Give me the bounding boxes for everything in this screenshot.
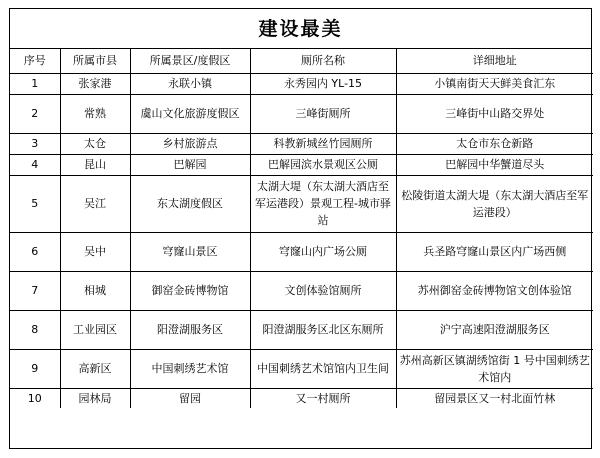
table-cell: 苏州御窑金砖博物馆文创体验馆 — [396, 271, 593, 310]
table-cell: 阳澄湖服务区 — [130, 310, 250, 349]
table-cell: 沪宁高速阳澄湖服务区 — [396, 310, 593, 349]
table-cell: 太湖大堤（东太湖大酒店至军运港段）景观工程-城市驿站 — [250, 175, 396, 232]
table-cell: 永联小镇 — [130, 73, 250, 94]
table-cell: 昆山 — [60, 154, 130, 175]
table-cell: 科教新城丝竹园厕所 — [250, 133, 396, 154]
table-row — [10, 73, 593, 94]
table-header-row — [10, 49, 593, 73]
table-row — [10, 133, 593, 154]
table-cell: 1 — [10, 73, 60, 94]
table-cell: 文创体验馆厕所 — [250, 271, 396, 310]
table-cell: 相城 — [60, 271, 130, 310]
header-cell: 所属景区/度假区 — [130, 49, 250, 73]
table-cell: 穹窿山景区 — [130, 232, 250, 271]
table-cell: 苏州高新区镇湖绣馆街 1 号中国刺绣艺术馆内 — [396, 349, 593, 388]
table-row — [10, 154, 593, 175]
table-cell: 巴解园中华蟹道尽头 — [396, 154, 593, 175]
header-cell: 厕所名称 — [250, 49, 396, 73]
table-cell: 吴中 — [60, 232, 130, 271]
table-cell: 阳澄湖服务区北区东厕所 — [250, 310, 396, 349]
table-cell: 7 — [10, 271, 60, 310]
header-cell: 详细地址 — [396, 49, 593, 73]
table-cell: 太仓市东仓新路 — [396, 133, 593, 154]
table-cell: 中国刺绣艺术馆馆内卫生间 — [250, 349, 396, 388]
table-cell: 御窑金砖博物馆 — [130, 271, 250, 310]
table-cell: 永秀园内 YL-15 — [250, 73, 396, 94]
table-cell: 9 — [10, 349, 60, 388]
table-row — [10, 388, 593, 408]
table-cell: 常熟 — [60, 94, 130, 133]
table-cell: 10 — [10, 388, 60, 408]
table-cell: 工业园区 — [60, 310, 130, 349]
table-cell: 留园景区又一村北面竹林 — [396, 388, 593, 408]
table-cell: 又一村厕所 — [250, 388, 396, 408]
table-cell: 穹窿山内广场公厕 — [250, 232, 396, 271]
header-cell: 序号 — [10, 49, 60, 73]
table-cell: 张家港 — [60, 73, 130, 94]
table-cell: 留园 — [130, 388, 250, 408]
table-cell: 小镇南街天天鲜美食汇东 — [396, 73, 593, 94]
table-cell: 8 — [10, 310, 60, 349]
table-row — [10, 349, 593, 388]
table-cell: 三峰街厕所 — [250, 94, 396, 133]
table-cell: 3 — [10, 133, 60, 154]
table-row — [10, 271, 593, 310]
table-cell: 园林局 — [60, 388, 130, 408]
header-cell: 所属市县 — [60, 49, 130, 73]
table-cell: 巴解园滨水景观区公厕 — [250, 154, 396, 175]
table-cell: 东太湖度假区 — [130, 175, 250, 232]
page-title: 建设最美 — [10, 9, 591, 49]
table-cell: 松陵街道太湖大堤（东太湖大酒店至军运港段） — [396, 175, 593, 232]
table-cell: 5 — [10, 175, 60, 232]
table-cell: 兵圣路穹窿山景区内广场西侧 — [396, 232, 593, 271]
table-cell: 吴江 — [60, 175, 130, 232]
table-cell: 2 — [10, 94, 60, 133]
table-row — [10, 310, 593, 349]
table-cell: 巴解园 — [130, 154, 250, 175]
document-table-frame — [9, 8, 592, 449]
table-cell: 三峰街中山路交界处 — [396, 94, 593, 133]
table-row — [10, 94, 593, 133]
table-cell: 虞山文化旅游度假区 — [130, 94, 250, 133]
table-cell: 6 — [10, 232, 60, 271]
toilet-list-table — [10, 49, 593, 408]
table-row — [10, 175, 593, 232]
table-cell: 4 — [10, 154, 60, 175]
table-row — [10, 232, 593, 271]
table-cell: 太仓 — [60, 133, 130, 154]
table-cell: 中国刺绣艺术馆 — [130, 349, 250, 388]
table-cell: 乡村旅游点 — [130, 133, 250, 154]
table-cell: 高新区 — [60, 349, 130, 388]
